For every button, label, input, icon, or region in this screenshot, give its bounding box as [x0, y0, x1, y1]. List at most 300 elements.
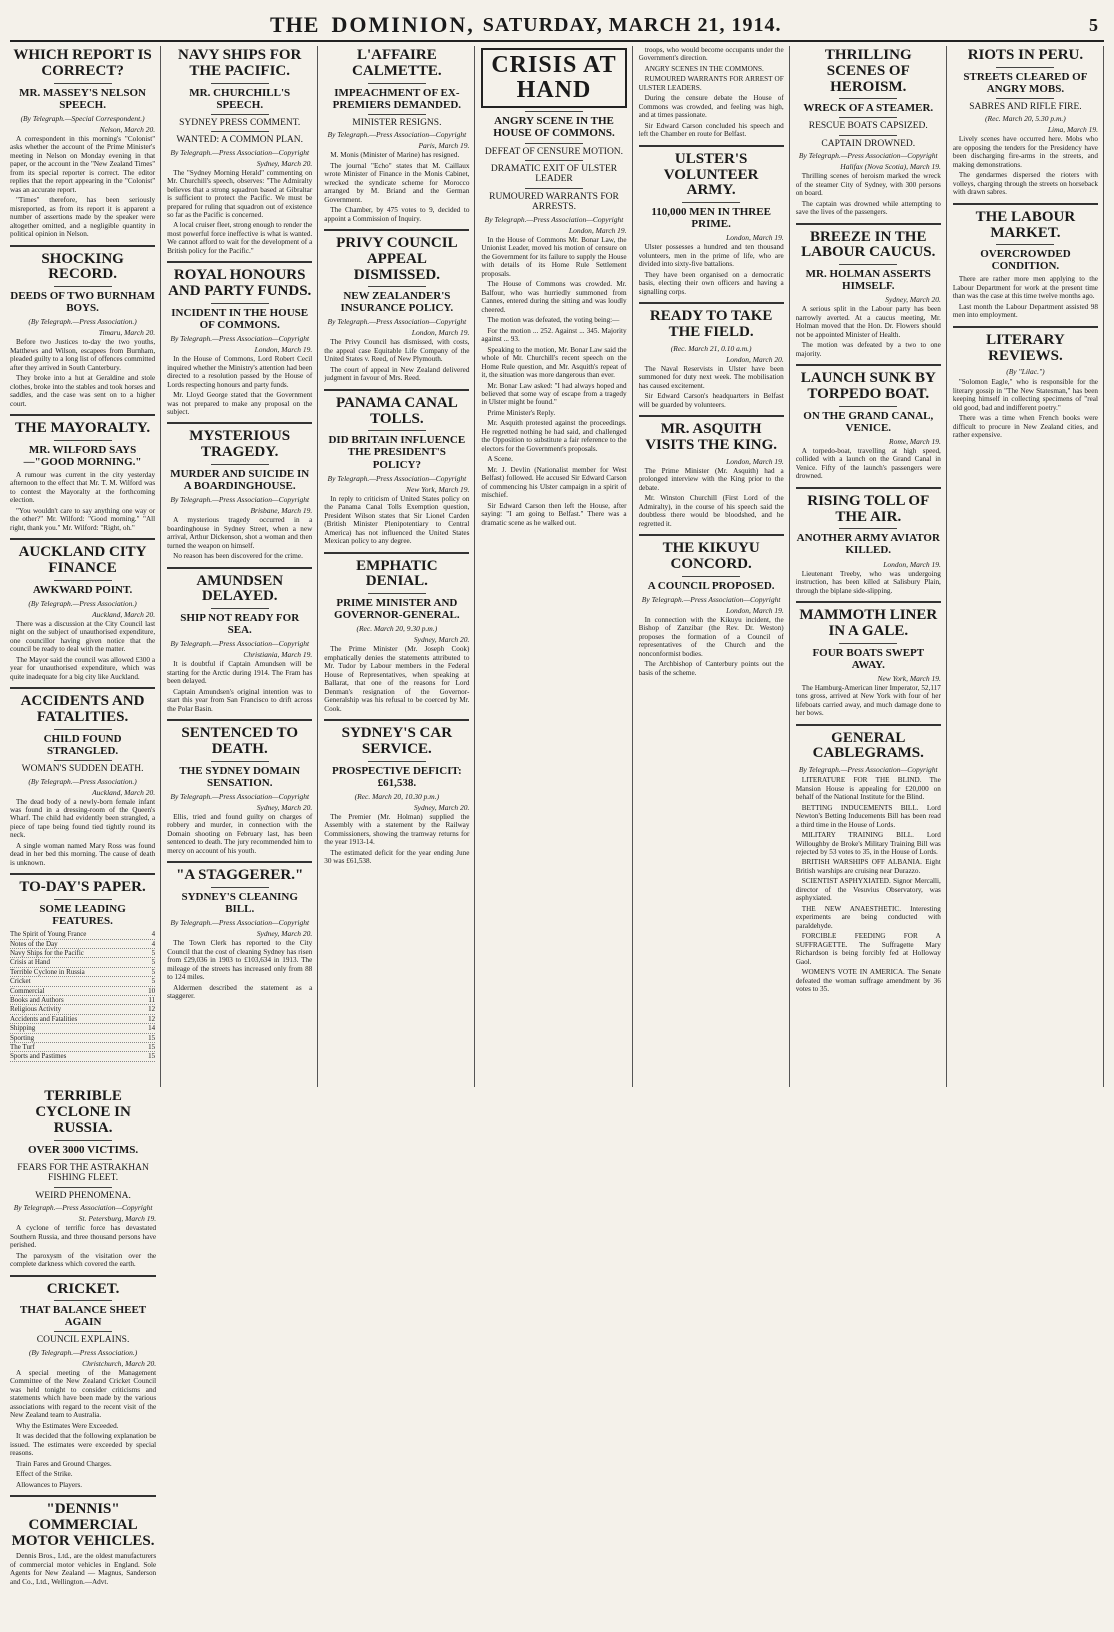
- contents-item-page: 15: [148, 1052, 156, 1061]
- article-dateline: London, March 19.: [568, 225, 627, 235]
- article-subheading: DEFEAT OF CENSURE MOTION.: [484, 146, 624, 157]
- article-paragraph: WOMEN'S VOTE IN AMERICA. The Senate defeated the woman suffrage amendment by 36 votes to 35.: [795, 968, 941, 994]
- article-separator: [639, 534, 784, 536]
- article-paragraph: It is doubtful if Captain Amundsen will be starting for the Arctic during 1914. The Fram has been delayed.: [167, 660, 313, 686]
- article: [953, 333, 1098, 440]
- article-paragraph: The estimated deficit for the year ending June 30 was £61,538.: [324, 848, 470, 866]
- article-byline: By Telegraph.—Press Association—Copyright: [798, 151, 938, 161]
- divider: [368, 761, 426, 762]
- divider: [368, 593, 426, 594]
- article-byline: By Telegraph.—Press Association—Copyright: [170, 334, 310, 344]
- article-subheading: SYDNEY PRESS COMMENT.: [179, 117, 301, 128]
- article-headline: BREEZE IN THE LABOUR CAUCUS.: [801, 228, 936, 261]
- article-headline: MR. ASQUITH VISITS THE KING.: [645, 421, 778, 453]
- divider: [839, 528, 897, 529]
- divider: [525, 160, 583, 161]
- divider: [54, 286, 112, 287]
- contents-item-page: 5: [151, 958, 156, 967]
- article-headline: ULSTER'S VOLUNTEER ARMY.: [663, 150, 759, 199]
- column: [324, 46, 475, 1087]
- article-paragraph: Before two Justices to-day the two youths, Matthews and Wilson, escapees from Burnham, pleaded guilty to a long list of offences committed after they arrived in South Canterbury.: [10, 338, 156, 372]
- article: [796, 608, 941, 718]
- contents-item-title: Navy Ships for the Pacific: [10, 949, 84, 958]
- divider: [996, 67, 1054, 68]
- contents-item-title: Cricket: [10, 977, 31, 986]
- article-subheading: PROSPECTIVE DEFICIT: £61,538.: [332, 764, 462, 789]
- article-subheading: CAPTAIN DROWNED.: [821, 138, 916, 149]
- article-paragraph: It was decided that the following explanation be issued. The estimates were exceeded by special reasons.: [10, 1432, 157, 1458]
- article-paragraph: There are rather more men applying to the Labour Department for work at the present time than was the case at this time twelve months ago.: [952, 275, 1098, 301]
- article-paragraph: The Chamber, by 475 votes to 9, decided to appoint a Commission of Inquiry.: [324, 206, 470, 223]
- article-paragraph: The Prime Minister (Mr. Asquith) had a prolonged interview with the King prior to the debate.: [638, 466, 784, 492]
- contents-list: [10, 930, 155, 1061]
- contents-item-title: The Spirit of Young France: [10, 930, 87, 939]
- column: [10, 46, 161, 1087]
- article-paragraph: The Naval Reservists in Ulster have been summoned for duty next week. The mobilisation has caused excitement.: [638, 364, 784, 390]
- article: [953, 48, 1098, 197]
- divider: [996, 244, 1054, 245]
- article-dateline: London, March 19.: [726, 233, 784, 243]
- article-dateline: London, March 19.: [726, 456, 784, 466]
- divider: [211, 761, 269, 762]
- columns-container: [10, 46, 1104, 1612]
- contents-item: [10, 1005, 155, 1014]
- article-separator: [10, 538, 155, 540]
- article-subheading: IMPEACHMENT OF EX-PREMIERS DEMANDED.: [332, 86, 462, 111]
- article-headline: THE LABOUR MARKET.: [975, 208, 1076, 241]
- divider: [682, 202, 740, 203]
- contents-item: [10, 930, 155, 939]
- masthead: [10, 10, 1104, 42]
- divider: [682, 576, 740, 577]
- article-dateline: Sydney, March 20.: [256, 929, 313, 939]
- article-paragraph: A local cruiser fleet, strong enough to render the most powerful force ineffective is what is wanted. We cannot afford to wait for the development of a British policy for the Pacific.": [167, 221, 313, 255]
- article: [167, 868, 312, 1000]
- article-subheading: MR. HOLMAN ASSERTS HIMSELF.: [805, 268, 931, 293]
- column: [481, 46, 632, 1087]
- contents-item-page: 14: [148, 1024, 156, 1033]
- article-paragraph: SCIENTIST ASPHYXIATED. Signor Mercalli, director of the Vesuvius Observatory, was asphyxiated.: [795, 877, 941, 903]
- article-subheading: COUNCIL EXPLAINS.: [36, 1335, 130, 1346]
- article-headline: TERRIBLE CYCLONE IN RUSSIA.: [35, 1088, 131, 1136]
- article: [167, 574, 312, 714]
- article-dateline: Sydney, March 20.: [413, 635, 470, 645]
- article-separator: [324, 719, 469, 721]
- contents-item-title: Commercial: [10, 986, 45, 995]
- article: [10, 421, 155, 532]
- article-paragraph: The House of Commons was crowded. Mr. Balfour, who was hurriedly summoned from Cannes, entered during the sitting and was loudly cheered.: [481, 280, 627, 314]
- article-paragraph: Thrilling scenes of heroism marked the wreck of the steamer City of Sydney, with 300 persons on board.: [795, 172, 941, 198]
- article-headline: TO-DAY'S PAPER.: [19, 879, 146, 896]
- article-paragraph: Allowances to Players.: [16, 1480, 83, 1489]
- contents-item-page: 15: [148, 1043, 156, 1051]
- article-headline: WHICH REPORT IS CORRECT?: [13, 47, 152, 79]
- article-paragraph: The Privy Council has dismissed, with costs, the appeal case Equitable Life Company of the United States v. Reed, of New Plymouth.: [324, 338, 470, 364]
- divider: [54, 760, 112, 761]
- article-paragraph: Mr. Winston Churchill (First Lord of the Admiralty), in the course of his speech said the doubtless there would be bloodshed, and he regretted it.: [638, 494, 784, 528]
- article-subheading: AWKWARD POINT.: [32, 583, 133, 596]
- article-dateline: Sydney, March 20.: [256, 158, 313, 168]
- article-headline: CRISIS AT HAND: [481, 48, 626, 108]
- divider: [368, 286, 426, 287]
- article-paragraph: The Town Clerk has reported to the City Council that the cost of cleaning Sydney has risen from £29,036 in 1903 to £103,634 in 1913. The mileage of the streets has increased only from 88 to 124 miles.: [167, 939, 313, 982]
- contents-item: [10, 977, 155, 986]
- article-separator: [10, 1275, 156, 1277]
- article-paragraph: Why the Estimates Were Exceeded.: [16, 1421, 119, 1430]
- divider: [211, 114, 269, 115]
- article-subheading: CHILD FOUND STRANGLED.: [43, 732, 122, 757]
- article-subheading: NEW ZEALANDER'S INSURANCE POLICY.: [340, 290, 454, 315]
- article-subheading: MR. CHURCHILL'S SPEECH.: [189, 86, 291, 111]
- article: [796, 494, 941, 595]
- article-subheading: OVER 3000 VICTIMS.: [28, 1143, 139, 1156]
- divider: [525, 188, 583, 189]
- article-separator: [639, 302, 784, 304]
- contents-item: [10, 968, 155, 977]
- article-paragraph: Speaking to the motion, Mr. Bonar Law said the whole of Mr. Churchill's recent speech on the Home Rule question, and Mr. Asquith's repeat of it, the situation was more dangerous than ever.: [481, 345, 627, 380]
- article-dateline: Brisbane, March 19.: [250, 506, 313, 516]
- article-paragraph: The court of appeal in New Zealand delivered judgment in favour of Mrs. Reed.: [324, 365, 470, 383]
- contents-item-page: 11: [148, 996, 156, 1005]
- divider: [211, 303, 269, 304]
- article-headline: RIOTS IN PERU.: [967, 47, 1084, 63]
- contents-item-title: Books and Authors: [10, 996, 64, 1005]
- article: [10, 252, 155, 409]
- contents-item-page: 5: [151, 949, 156, 958]
- article: [10, 1089, 156, 1268]
- article-headline: SENTENCED TO DEATH.: [181, 725, 298, 757]
- article: [639, 46, 784, 139]
- article-paragraph: The gendarmes dispersed the rioters with volleys, charging through the streets on horseback with drawn sabres.: [952, 171, 1098, 197]
- article-paragraph: Mr. Lloyd George stated that the Government was not prepared to make any proposal on the subject.: [167, 391, 313, 416]
- article: [796, 371, 941, 481]
- article-byline: By Telegraph.—Press Association—Copyright: [484, 214, 624, 224]
- article-dateline: New York, March 19.: [406, 484, 470, 494]
- article-paragraph: A Scene.: [487, 455, 513, 464]
- article-paragraph: They broke into a hut at Geraldine and stole clothes, broke into the stables and took horses and saddles, and the case was sent on to a higher court.: [10, 374, 156, 408]
- article-dateline: London, March 19.: [726, 605, 784, 615]
- article: [796, 230, 941, 359]
- article-paragraph: A correspondent in this morning's "Colonist" asks whether the account of the Prime Minister's meeting in Nelson on Monday evening in that paper, or the account in the "New Zealand Times" from its special reporter is correct. The editor replies that the report appearing in the "Colonist" was an accurate report.: [10, 134, 156, 194]
- divider: [54, 440, 112, 441]
- article-headline: LAUNCH SUNK BY TORPEDO BOAT.: [800, 370, 936, 402]
- divider: [54, 729, 112, 730]
- contents-item-title: Accidents and Fatalities: [10, 1014, 78, 1023]
- article-dateline: St. Petersburg, March 19.: [78, 1214, 157, 1224]
- article-subheading: PRIME MINISTER AND GOVERNOR-GENERAL.: [334, 597, 460, 622]
- article: [10, 545, 155, 681]
- divider: [996, 98, 1054, 99]
- article: [167, 726, 312, 855]
- article-paragraph: The Prime Minister (Mr. Joseph Cook) emphatically denies the statements attributed to Mr. Tudor by Labour members in the Federal House of Representatives, when speaking at Ballarat, that one of the reasons for Lord Denman's resignation of the Governor-Generalship was his refusal to be coerced by Mr. Cook.: [324, 645, 470, 713]
- divider: [525, 111, 583, 112]
- article-byline: (Rec. March 20, 10.30 p.m.): [354, 791, 440, 801]
- article-subheading: WRECK OF A STEAMER.: [803, 102, 934, 115]
- article: [167, 268, 312, 416]
- article-paragraph: Captain Amundsen's original intention was to start this year from San Francisco to drift across the Polar Basin.: [167, 687, 313, 713]
- article-subheading: WEIRD PHENOMENA.: [35, 1190, 131, 1201]
- article-separator: [796, 601, 941, 603]
- article: [953, 210, 1098, 320]
- article-dateline: Timaru, March 20.: [98, 328, 156, 338]
- article-paragraph: THE NEW ANAESTHETIC. Interesting experiments are being conducted with paraldehyde.: [795, 904, 941, 930]
- article-paragraph: During the censure debate the House of Commons was crowded, and feeling was high, and at times passionate.: [638, 94, 784, 120]
- article-byline: (Rec. March 20, 9.30 p.m.): [356, 624, 438, 634]
- divider: [211, 464, 269, 465]
- article-paragraph: A torpedo-boat, travelling at high speed, collided with a launch on the Grand Canal in Venice. Fifty of the launch's passengers were drowned.: [795, 446, 941, 481]
- article-separator: [167, 261, 312, 263]
- contents-item: [10, 940, 155, 949]
- article-subheading: SHIP NOT READY FOR SEA.: [180, 612, 300, 637]
- article-byline: (By Telegraph.—Press Association.): [28, 776, 137, 786]
- article-headline: NAVY SHIPS FOR THE PACIFIC.: [178, 47, 302, 79]
- article-paragraph: In reply to criticism of United States policy on the Panama Canal Tolls Exemption question, President Wilson states that Sir Lionel Carden (British Minister Plenipotentiary to Central America) has not influenced the United States Mexican policy to any degree.: [324, 494, 470, 546]
- article-headline: THRILLING SCENES OF HEROISM.: [824, 47, 912, 95]
- contents-item-page: 5: [151, 967, 156, 976]
- contents-item-title: Sports and Pastimes: [10, 1052, 67, 1061]
- article-subheading: OVERCROWDED CONDITION.: [980, 248, 1071, 273]
- article-headline: LITERARY REVIEWS.: [986, 331, 1065, 364]
- article-paragraph: Sir Edward Carson then left the House, after saying: "I am going to Belfast." There was a dramatic scene as he walked out.: [481, 501, 627, 527]
- article: [167, 48, 312, 255]
- article-subheading: MR. MASSEY'S NELSON SPEECH.: [19, 86, 146, 111]
- article-subheading: SABRES AND RIFLE FIRE.: [969, 101, 1082, 112]
- article-dateline: London, March 19.: [411, 328, 470, 338]
- divider: [368, 83, 426, 84]
- contents-item: [10, 1024, 155, 1033]
- divider: [54, 580, 112, 581]
- article-dateline: Sydney, March 20.: [413, 802, 470, 812]
- column: [10, 1087, 161, 1612]
- contents-item-page: 12: [148, 1005, 156, 1014]
- article-separator: [639, 415, 784, 417]
- article-paragraph: A rumour was current in the city yesterday afternoon to the effect that Mr. T. M. Wilford was to contest the Mayoralty at the forthcoming election.: [10, 471, 156, 505]
- divider: [839, 98, 897, 99]
- article-paragraph: In the House of Commons, Lord Robert Cecil inquired whether the Ministry's attention had been directed to a resolution passed by the House of Lords respecting honours and party funds.: [167, 355, 313, 389]
- article-headline: THE KIKUYU CONCORD.: [662, 540, 760, 572]
- article-paragraph: In the House of Commons Mr. Bonar Law, the Unionist Leader, moved his motion of censure on the Government for its failure to supply the House with details of its Home Rule Settlement proposals.: [481, 235, 627, 278]
- article-paragraph: BETTING INDUCEMENTS BILL. Lord Newton's Betting Inducements Bill has been read a third time in the House of Lords.: [795, 803, 941, 829]
- article-paragraph: Effect of the Strike.: [16, 1470, 73, 1479]
- column: [796, 46, 947, 1087]
- article-paragraph: Sir Edward Carson concluded his speech and left the Chamber en route for Belfast.: [638, 121, 784, 139]
- article-separator: [10, 873, 155, 875]
- contents-item-page: 10: [148, 986, 156, 995]
- article-headline: ROYAL HONOURS AND PARTY FUNDS.: [168, 267, 312, 300]
- article: [167, 429, 312, 560]
- article-subheading: WANTED: A COMMON PLAN.: [176, 135, 304, 146]
- article-separator: [167, 422, 312, 424]
- article-byline: By Telegraph.—Press Association—Copyright: [170, 639, 310, 649]
- article-subheading: DEEDS OF TWO BURNHAM BOYS.: [10, 290, 155, 315]
- article-paragraph: LITERATURE FOR THE BLIND. The Mansion House is appealing for £20,000 on behalf of the National Institute for the Blind.: [795, 776, 941, 802]
- article-paragraph: The motion was defeated by a two to one majority.: [795, 341, 941, 358]
- contents-item-page: 4: [151, 939, 156, 948]
- divider: [839, 406, 897, 407]
- article-headline: MAMMOTH LINER IN A GALE.: [799, 607, 938, 639]
- article-paragraph: The journal "Echo" states that M. Caillaux wrote Minister of Finance in the Monis Cabinet, wrecked the syndicate scheme for Morocco arranged by M. Briand and the German Government.: [324, 161, 470, 204]
- article-paragraph: A mysterious tragedy occurred in a boardinghouse in Sydney Street, when a new arrival, Arthur Dickenson, shot a woman and then turned the weapon on himself.: [167, 516, 313, 550]
- article-paragraph: Prime Minister's Reply.: [487, 408, 556, 417]
- contents-item-title: Crisis at Hand: [10, 958, 51, 967]
- article-subheading: INCIDENT IN THE HOUSE OF COMMONS.: [171, 306, 309, 331]
- article-dateline: Auckland, March 20.: [92, 787, 156, 797]
- article-byline: By Telegraph.—Press Association—Copyright: [170, 495, 310, 505]
- article-dateline: Christchurch, March 20.: [82, 1358, 157, 1368]
- article: [10, 48, 155, 239]
- article-separator: [10, 414, 155, 416]
- article-paragraph: Lively scenes have occurred here. Mobs who are opposing the tenders for the Presidency have been discharging fire-arms in the streets, and making demonstrations.: [952, 135, 1098, 169]
- article-subheading: FOUR BOATS SWEPT AWAY.: [812, 646, 925, 671]
- article-subheading: RESCUE BOATS CAPSIZED.: [808, 121, 928, 132]
- contents-item-title: Religious Activity: [10, 1005, 62, 1014]
- article-subheading: 110,000 MEN IN THREE PRIME.: [651, 206, 771, 231]
- divider: [211, 608, 269, 609]
- column: [639, 46, 790, 1087]
- article-paragraph: A single woman named Mary Ross was found dead in her bed this morning. The cause of death is unknown.: [10, 841, 156, 867]
- page-number: 5: [1089, 14, 1098, 35]
- article-subheading: MURDER AND SUICIDE IN A BOARDINGHOUSE.: [170, 467, 310, 493]
- article-dateline: London, March 19.: [883, 559, 941, 569]
- contents-item: [10, 1034, 155, 1043]
- article-subheading: THAT BALANCE SHEET AGAIN: [20, 1304, 147, 1329]
- article: [10, 880, 155, 1061]
- article-byline: By Telegraph.—Press Association—Copyright: [170, 147, 310, 157]
- article: [324, 726, 469, 866]
- article-byline: (By Telegraph.—Press Association.): [28, 317, 137, 327]
- article-paragraph: The Premier (Mr. Holman) supplied the Assembly with a statement by the Railway Commissioners, showing the tramway returns for the year 1913-14.: [324, 812, 470, 847]
- contents-item-page: 15: [148, 1033, 156, 1042]
- article-subheading: ANGRY SCENE IN THE HOUSE OF COMMONS.: [493, 115, 615, 140]
- article: [796, 731, 941, 994]
- article-headline: EMPHATIC DENIAL.: [356, 557, 438, 590]
- article-byline: (Rec. March 21, 0.10 a.m.): [670, 343, 752, 353]
- article: [10, 1502, 156, 1586]
- article-subheading: SOME LEADING FEATURES.: [39, 903, 126, 928]
- contents-item-title: Notes of the Day: [10, 939, 58, 948]
- article-paragraph: The Archbishop of Canterbury points out the basis of the scheme.: [638, 660, 784, 677]
- article-subheading: MR. WILFORD SAYS—"GOOD MORNING.": [23, 443, 142, 468]
- article-headline: L'AFFAIRE CALMETTE.: [352, 47, 442, 79]
- newspaper-page: [10, 10, 1104, 1612]
- article-separator: [324, 229, 469, 231]
- contents-item-title: Sporting: [10, 1033, 35, 1042]
- column: [953, 46, 1104, 1087]
- article-headline: SHOCKING RECORD.: [41, 250, 124, 283]
- article-separator: [324, 552, 469, 554]
- article-paragraph: A cyclone of terrific force has devastated Southern Russia, and three thousand persons have perished.: [10, 1224, 157, 1250]
- divider: [54, 899, 112, 900]
- divider: [839, 135, 897, 136]
- article-headline: GENERAL CABLEGRAMS.: [812, 729, 924, 762]
- masthead-title: DOMINION,: [331, 12, 475, 37]
- article-paragraph: "Solomon Eagle," who is responsible for the literary gossip in "The New Statesman," has been keeping himself in collecting specimens of "real old good, bad and indifferent poetry.": [952, 378, 1098, 412]
- article-dateline: London, March 20.: [726, 354, 784, 364]
- article-paragraph: Lieutenant Treeby, who was undergoing instruction, has been killed at Salisbury Plain, through the biplane side-slipping.: [795, 569, 941, 595]
- article-byline: (By "Lilac."): [1006, 367, 1045, 377]
- article-byline: (By Telegraph.—Press Association.): [28, 1347, 138, 1357]
- article-paragraph: Aldermen described the statement as a staggerer.: [167, 983, 313, 1001]
- article: [796, 48, 941, 217]
- article-paragraph: Mr. Asquith protested against the proceedings. He regretted nothing he had said, and challenged the Opposition to substitute a fair reference to the electors for the Government's proposals.: [481, 419, 627, 453]
- article-separator: [796, 223, 941, 225]
- article-paragraph: The Hamburg-American liner Imperator, 52,117 tons gross, arrived at New York with four of her lifeboats carried away, and much damage done to her bows.: [795, 683, 941, 718]
- article-byline: By Telegraph.—Press Association—Copyright: [327, 317, 467, 327]
- divider: [54, 1187, 112, 1188]
- article-headline: THE MAYORALTY.: [15, 420, 151, 437]
- article-subheading: A COUNCIL PROPOSED.: [647, 579, 775, 592]
- contents-item: [10, 1052, 155, 1061]
- article-dateline: Nelson, March 20.: [99, 124, 156, 134]
- article-paragraph: Ulster possesses a hundred and ten thousand volunteers, men in the prime of life, who are divided into sixty-five battalions.: [638, 243, 784, 269]
- article-separator: [324, 389, 469, 391]
- article-separator: [167, 567, 312, 569]
- divider: [368, 430, 426, 431]
- article-headline: "DENNIS" COMMERCIAL MOTOR VEHICLES.: [11, 1501, 155, 1549]
- masthead-the: THE: [270, 12, 320, 37]
- article-dateline: Rome, March 19.: [889, 436, 941, 446]
- article-separator: [796, 487, 941, 489]
- article-headline: READY TO TAKE THE FIELD.: [649, 308, 773, 340]
- article: [481, 48, 626, 527]
- article-headline: PRIVY COUNCIL APPEAL DISMISSED.: [336, 235, 458, 283]
- article-dateline: Paris, March 19.: [418, 141, 470, 151]
- article-paragraph: "You wouldn't care to say anything one way or the other?" Mr. Wilford: "Good morning." "All right, thank you." Mr. Wilford: "Right, oh.": [10, 506, 156, 532]
- article-paragraph: A serious split in the Labour party has been narrowly averted. At a caucus meeting, Mr. Holman moved that the Hon. Dr. Flowers should not be appointed Minister of Health.: [795, 305, 941, 339]
- article: [324, 48, 469, 223]
- article: [639, 152, 784, 296]
- article-dateline: Auckland, March 20.: [92, 609, 156, 619]
- article-subheading: DID BRITAIN INFLUENCE THE PRESIDENT'S POLICY?: [328, 434, 466, 471]
- article-paragraph: Sir Edward Carson's headquarters in Belfast will be guarded by volunteers.: [638, 392, 784, 409]
- contents-item-page: 4: [151, 930, 156, 939]
- article-dateline: Halifax (Nova Scotia), March 19.: [840, 162, 941, 172]
- article-separator: [796, 724, 941, 726]
- article-headline: "A STAGGERER.": [176, 867, 304, 884]
- divider: [54, 1331, 112, 1332]
- divider: [211, 887, 269, 888]
- article-paragraph: Mr. J. Devlin (Nationalist member for West Belfast) followed. He accused Sir Edward Carson of commencing his Ulster campaign in a spirit of mischief.: [481, 465, 627, 500]
- article-subheading: THE SYDNEY DOMAIN SENSATION.: [179, 764, 301, 789]
- article-paragraph: There was a discussion at the City Council last night on the subject of unauthorised expenditure, one councillor having given notice that the council be ready to deal with the matter.: [10, 619, 156, 654]
- article-paragraph: Dennis Bros., Ltd., are the oldest manufacturers of commercial motor vehicles in England. Sole Agents for New Zealand — Magnus, Sanderson and Co., Ltd., Wellington.—Advt.: [10, 1552, 157, 1586]
- article-headline: AUCKLAND CITY FINANCE: [18, 544, 147, 577]
- article-byline: By Telegraph.—Press Association—Copyright: [327, 473, 467, 483]
- article-separator: [953, 203, 1098, 205]
- article-paragraph: FORCIBLE FEEDING FOR A SUFFRAGETTE. The Suffragette Mary Richardson is being forcibly fed at Holloway Gaol.: [795, 932, 941, 966]
- article-subheading: ON THE GRAND CANAL, VENICE.: [803, 409, 934, 434]
- article-paragraph: Ellis, tried and found guilty on charges of robbery and murder, in connection with the Domain shooting on February last, has been sentenced to death. The jury recommended him to mercy on account of his youth.: [167, 812, 313, 855]
- article-paragraph: troops, who would become occupants under the Government's direction.: [638, 46, 784, 63]
- contents-item-title: Terrible Cyclone in Russia: [10, 967, 85, 976]
- divider: [839, 117, 897, 118]
- article-separator: [167, 861, 312, 863]
- divider: [211, 131, 269, 132]
- divider: [525, 143, 583, 144]
- article-paragraph: In connection with the Kikuyu incident, the Bishop of Zanzibar (the Rev. Dr. Weston) proposes the formation of a Council of representatives of the Church and the nonconformist bodies.: [638, 615, 784, 658]
- article-separator: [10, 1495, 156, 1497]
- article-byline: (Rec. March 20, 5.30 p.m.): [985, 114, 1066, 124]
- article-byline: (By Telegraph.—Special Correspondent.): [20, 113, 145, 123]
- article-dateline: New York, March 19.: [877, 673, 941, 683]
- article: [639, 422, 784, 528]
- article-subheading: STREETS CLEARED OF ANGRY MOBS.: [963, 70, 1088, 95]
- article-byline: By Telegraph.—Press Association—Copyright: [170, 791, 310, 801]
- article-paragraph: The paroxysm of the visitation over the complete darkness which covered the earth.: [10, 1251, 157, 1269]
- article-paragraph: RUMOURED WARRANTS FOR ARREST OF ULSTER LEADERS.: [638, 75, 784, 92]
- article-dateline: Sydney, March 20.: [256, 802, 313, 812]
- article-dateline: Christiania, March 19.: [243, 650, 313, 660]
